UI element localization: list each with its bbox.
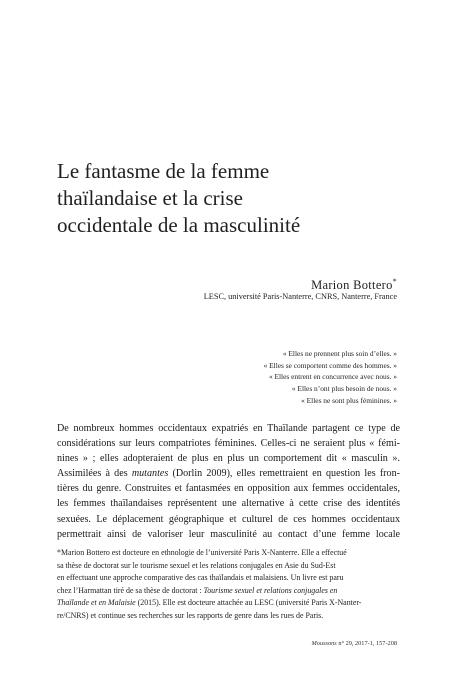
body-line: permettrait ainsi de valoriser leur masculinité au contact d’une femme locale <box>57 528 400 540</box>
author-footnote-mark: * <box>392 277 397 286</box>
epigraph-line: « Elles ne sont plus féminines. » <box>301 395 397 405</box>
body-line: sexuées. Le déplacement géographique et culturel de ces hommes occidentaux <box>57 513 400 525</box>
body-line: De nombreux hommes occidentaux expatriés en Thaïlande partagent ce type de <box>57 423 400 434</box>
title-line: occidentale de la masculinité <box>57 213 301 237</box>
author-name <box>311 277 397 293</box>
footnote-line: sa thèse de doctorat sur le tourisme sexuel et les relations conjugales en Asie du Sud-Est <box>57 560 336 570</box>
footnote-line: re/CNRS) et continue ses recherches sur les rapports de genre dans les rues de Paris. <box>57 610 324 620</box>
footnote-book-title: Tourisme sexuel et relations conjugales en <box>203 585 338 595</box>
body-line: les femmes thaïlandaises représentent une alternative à cette crise des identités <box>57 498 400 510</box>
footnote-text: chez l’Harmattan tiré de sa thèse de doctorat : <box>57 585 204 595</box>
page-folio <box>312 640 397 647</box>
epigraph-line: « Elles se comportent comme des hommes. » <box>263 360 397 370</box>
epigraph-line: « Elles ne prennent plus soin d’elles. » <box>282 349 397 358</box>
footnote-line <box>57 585 400 598</box>
footnote-line: *Marion Bottero est docteure en ethnologie de l’université Paris X-Nanterre. Elle a effectué <box>57 548 347 557</box>
footnote-text: (2015). Elle est docteure attachée au LESC (université Paris X-Nanter- <box>135 598 362 608</box>
author-affiliation: LESC, université Paris-Nanterre, CNRS, Nanterre, France <box>203 292 397 301</box>
body-line <box>57 466 400 481</box>
body-paragraph <box>57 421 400 542</box>
footnote-line <box>57 597 400 610</box>
article-title <box>57 158 397 239</box>
author-footnote <box>57 547 400 623</box>
body-text: (Dorlin 2009), elles remettraient en question les fron- <box>168 468 400 480</box>
footnote-line: en effectuant une approche comparative des cas thaïlandais et malaisiens. Un livre est paru <box>57 573 344 583</box>
journal-issue: n° 29, 2017-1, 157-208 <box>336 640 397 647</box>
epigraph-line: « Elles entrent en concurrence avec nous. » <box>268 372 397 382</box>
epigraph-line: « Elles n’ont plus besoin de nous. » <box>291 384 397 394</box>
epigraph <box>264 348 397 407</box>
title-line: Le fantasme de la femme <box>57 159 270 183</box>
body-line: considérations sur leurs compatriotes féminines. Celles-ci ne seraient plus « fémi- <box>57 438 400 450</box>
footnote-book-title: Thaïlande et en Malaisie <box>57 598 136 608</box>
body-line: tières du genre. Construites et fantasmées en opposition aux femmes occidentales, <box>57 483 400 495</box>
body-line: nines » ; elles adopteraient de plus en plus un comportement dit « masculin ». <box>57 453 400 465</box>
journal-name: Moussons <box>311 640 337 647</box>
body-emphasis: mutantes <box>131 468 169 480</box>
title-line: thaïlandaise et la crise <box>57 186 243 210</box>
author-name-text: Marion Bottero <box>311 278 393 293</box>
body-text: Assimilées à des <box>57 468 132 480</box>
